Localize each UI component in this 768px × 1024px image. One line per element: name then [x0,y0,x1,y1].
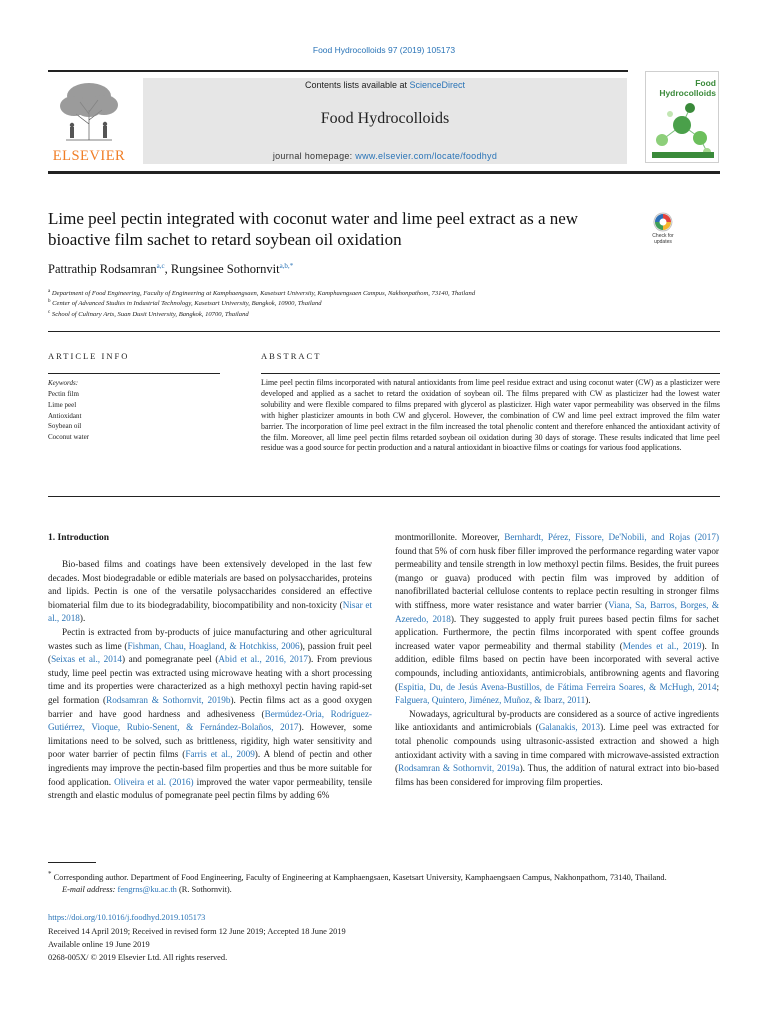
author-affiliation-marks[interactable]: a,c [156,262,165,270]
citation-link[interactable]: Nisar et al., 2018 [48,599,372,624]
citation-link[interactable]: Galanakis, 2013 [538,722,601,733]
publisher-wordmark: ELSEVIER [52,148,126,164]
body-column-right [395,531,719,789]
corresponding-author-footnote [48,868,720,896]
body-text: Nowadays, agricultural by-products are considered as a source of active ingredients like antioxidants and antimicrobials ( [395,708,719,733]
contents-available-line [143,80,627,90]
elsevier-tree-icon [56,80,122,142]
body-text: improved the water vapor permeability, tensile strength and elastic modulus of pomegranate peel pectin films by adding 6% [48,776,372,801]
body-text: ). From previous study, lime peel pectin was extracted using microwave heating with a short processing time and its properties were characterized as a high methoxyl pectin having rapid-set gel formation ( [48,654,373,705]
cover-title [650,79,716,98]
citation-link[interactable]: Viana, Sa, Barros, Borges, & Azeredo, 2018 [395,599,720,624]
keyword: Soybean oil [48,422,82,431]
keyword: Pectin film [48,390,79,398]
keyword: Coconut water [48,433,90,442]
author-separator: , [164,262,171,277]
article-info-heading: ARTICLE INFO [48,351,130,361]
body-paragraph [48,558,372,626]
journal-header-band [143,78,627,164]
abstract-rule [261,373,720,374]
journal-homepage-link[interactable]: www.elsevier.com/locate/foodhyd [355,151,498,161]
journal-homepage-line [143,151,627,161]
citation-link[interactable]: Bermúdez-Oria, Rodríguez-Gutiérrez, Vioque, Rubio-Senent, & Fernández-Bolaños, 2017 [48,708,372,733]
section-heading: 1. Introduction [48,533,110,543]
crossmark-label [645,234,681,245]
body-paragraph [395,708,719,790]
email-line [48,884,720,896]
elsevier-logo[interactable] [48,78,130,164]
header-top-rule [48,70,628,72]
affiliation-text: School of Culinary Arts, Suan Dusit University, Bangkok, 10700, Thailand [51,311,249,319]
citation-link[interactable]: Fishman, Chau, Hoagland, & Hotchkiss, 2006 [127,640,300,651]
body-text: ). Thus, the addition of natural extract into bio-based films has been considered for improving film properties. [395,763,719,787]
author-list [48,262,293,277]
citation-link[interactable]: Seixas et al., 2014 [51,654,122,665]
article-history-dates: Received 14 April 2019; Received in revised form 12 June 2019; Accepted 18 June 2019 [48,927,346,936]
body-text: ), passion fruit peel ( [48,640,372,665]
footnote-mark: * [48,870,52,878]
affiliation-mark: a [48,289,51,294]
email-link[interactable]: fengrns@ku.ac.th [117,885,177,894]
citation-link[interactable]: Rodsamran & Sothornvit, 2019b [106,694,231,705]
keywords-label: Keywords: [48,379,79,387]
doi-link[interactable]: https://doi.org/10.1016/j.foodhyd.2019.105173 [48,913,206,922]
affiliation-mark: b [48,299,51,304]
body-text: Pectin is extracted from by-products of juice manufacturing and other agricultural wastes such as lime ( [48,626,372,651]
available-online-date: Available online 19 June 2019 [48,940,150,949]
citation-link[interactable]: Mendes et al., 2019 [622,640,702,651]
journal-title: Food Hydrocolloids [320,110,450,127]
affiliation [48,299,322,307]
author-affiliation-marks[interactable]: a,b, [279,262,290,270]
citation-link[interactable]: Rodsamran & Sothornvit, 2019a [398,763,520,774]
body-text: ). A blend of pectin and other ingredients may improve the pectin-based film properties and thus be more suitable for food application. [48,749,372,787]
body-text: ). However, some limitations need to be solved, such as brittleness, rigidity, high water sensitivity and poor water barrier of pectin films ( [48,722,372,760]
body-text: ). Lime peel was extracted for total phenolic compounds using ultrasonic-assisted extraction and showed a high antioxidant activity with a saving in time compared with microwave-assisted extraction ( [395,722,719,774]
journal-citation-link[interactable]: Food Hydrocolloids 97 (2019) 105173 [312,45,456,55]
abstract-bottom-rule [48,496,720,497]
crossmark-icon [653,212,673,234]
affiliation [48,310,249,318]
body-text: ). [585,695,591,706]
affiliation-mark: c [48,310,51,315]
corresponding-author-note [48,868,720,884]
citation-link[interactable]: Espitia, Du, de Jesús Avena-Bustillos, de Fátima Ferreira Soares, & McHugh, 2014 [398,681,717,692]
author-name[interactable]: Pattrathip Rodsamran [48,262,157,277]
body-text: Bio-based films and coatings have been extensively developed in the last few decades. Most biodegradable or edible materials are based on polysaccharides, proteins and lipids. Pectin is one of the versatile polysaccharides considered an effective biomaterial film due to its biodegradability, biocompatibility and non-toxicity ( [48,559,372,610]
citation-link[interactable]: Farris et al., 2009 [185,749,255,760]
body-text: ). They suggested to apply fruit purees based pectin films for sachet application. Furthermore, the pectin films incorporated with spent coffee grounds increased water vapor permeability and thermal stability ( [395,613,719,651]
affiliation-text: Center of Advanced Studies in Industrial Technology, Kasetsart University, Bangkok, 10900, Thailand [52,300,322,308]
article-title: Lime peel pectin integrated with coconut water and lime peel extract as a new bioactive film sachet to retard soybean oil oxidation [48,209,579,249]
affiliation [48,289,475,297]
abstract-text: Lime peel pectin films incorporated with natural antioxidants from lime peel residue extract and using coconut water (CW) as a plasticizer were developed and applied as a sachet to retard the oxidation of soybean oil. The films prepared with CW as plasticizer had the lowest water solubility and were flexible compared to films prepared with glycerol as plasticizer. High water vapor permeability was observed in the films with higher plasticizer amounts in both CW and glycerol. However, the combination of CW and lime peel extract improved the film water barrier. The incorporation of lime peel extract in the film increased the total phenolic content and therefore enhanced the antioxidant activity of the film. Moreover, all lime peel pectin films retarded soybean oil oxidation during 30 days of storage. These results indicated that lime peel residue was a good source for pectin production and a natural antioxidant in bioactive films or coatings for various food applications. [261,378,720,453]
author-name[interactable]: Rungsinee Sothornvit [170,262,280,277]
body-text: found that 5% of corn husk fiber filler improved the performance regarding water vapor permeability and tensile strength in low methoxyl pectin films. Besides, the fruit purees (mango or guava) produced with pectin film was improved by addition of nanofibrillated bacterial cellulose contents to replace pectin resulting in stronger films with stiffness, more water resistance and water barrier ( [395,545,719,610]
crossmark-line1: Check for [652,233,674,239]
email-label: E-mail address: [62,885,118,894]
body-text: ) and pomegranate peel ( [122,654,219,665]
cover-title-line1: Food [695,78,716,88]
crossmark-line2: updates [654,238,672,245]
corresponding-address: Corresponding author. Department of Food Engineering, Faculty of Engineering at Kamphaengsaen, Kasetsart University, Kamphaengsaen Campus, Nakhonpathom, 73140, Thailand. [53,872,667,882]
affiliation-text: Department of Food Engineering, Faculty of Engineering at Kamphaengsaen, Kasetsart University, Kamphaengsaen Campus, Nakhonpathom, 73140, Thailand [51,290,476,298]
article-info-rule [48,373,220,374]
crossmark-badge[interactable] [645,211,681,251]
title-block-rule [48,331,720,332]
journal-cover-thumbnail[interactable] [645,71,719,163]
footnote-rule [48,862,96,863]
citation-link[interactable]: Bernhardt, Pérez, Fissore, De'Nobili, and Rojas (2017) [504,532,720,542]
body-text: montmorillonite. Moreover, [395,532,505,542]
copyright-line: 0268-005X/ © 2019 Elsevier Ltd. All rights reserved. [48,953,228,962]
body-text: ). In addition, edible films based on pectin have been incorporated with several active compounds, including antioxidants, antimicrobials, antibrowning agents and flavoring ( [395,640,719,692]
corresponding-author-mark[interactable]: * [289,262,294,270]
body-column-left [48,558,372,803]
body-text: ). [79,613,86,624]
cover-molecule-graphic [652,100,714,158]
citation-link[interactable]: Falguera, Quintero, Jiménez, Muñoz, & Ibarz, 2011 [395,695,586,706]
homepage-prefix: journal homepage: [272,151,356,161]
header-bottom-rule [48,171,720,174]
contents-prefix: Contents lists available at [304,80,410,90]
citation-link[interactable]: Oliveira et al. (2016) [114,776,194,787]
abstract-heading: ABSTRACT [261,351,322,361]
cover-title-line2: Hydrocolloids [659,87,716,98]
email-owner: (R. Sothornvit). [176,885,232,894]
body-paragraph [48,626,372,803]
body-text: ; [716,681,719,692]
sciencedirect-link[interactable]: ScienceDirect [409,80,466,90]
keyword: Lime peel [48,400,77,409]
body-text: ). Pectin films act as a good oxygen barrier and have good hardness and adhesiveness ( [48,694,372,719]
citation-link[interactable]: Abid et al., 2016, 2017 [218,654,308,665]
body-paragraph [395,531,719,708]
keywords-list [48,389,89,443]
keyword: Antioxidant [48,411,82,420]
